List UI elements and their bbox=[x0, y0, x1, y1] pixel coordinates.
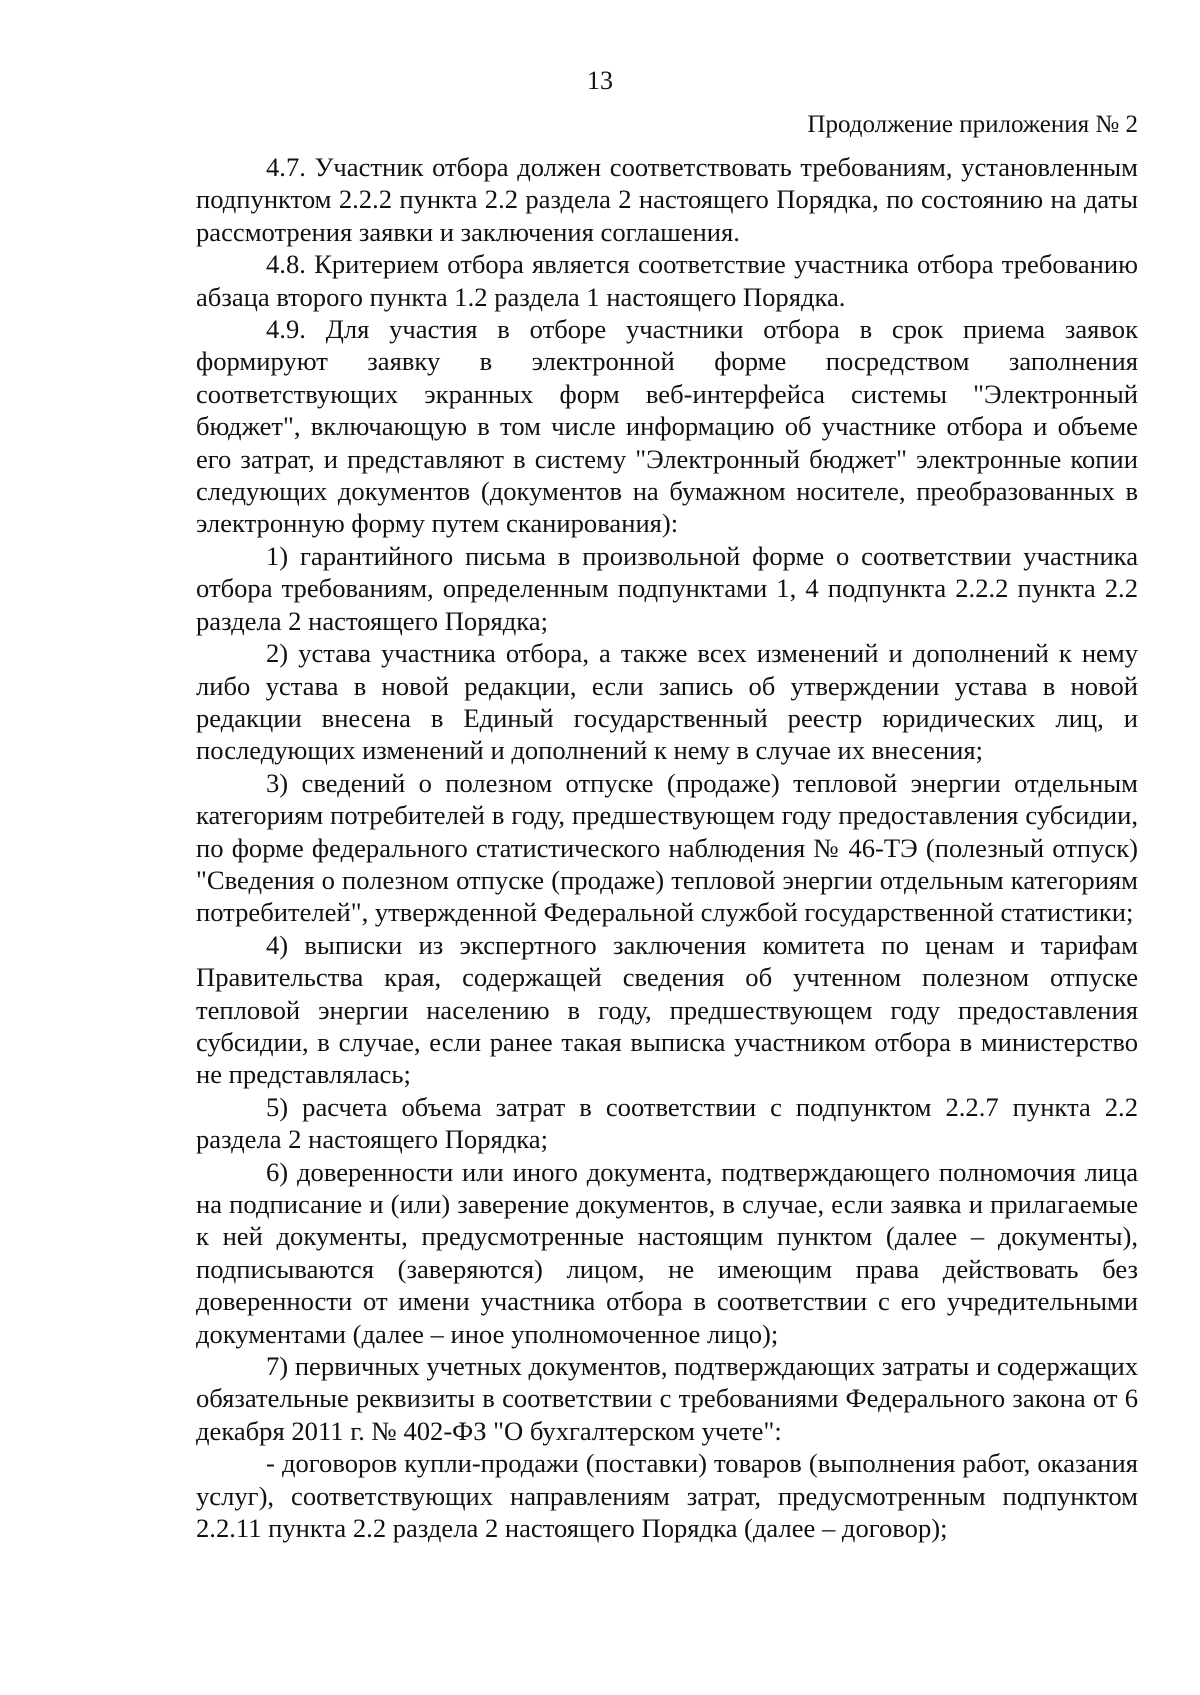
appendix-note: Продолжение приложения № 2 bbox=[807, 111, 1138, 138]
document-body bbox=[196, 151, 1138, 1544]
paragraph-4-9: 4.9. Для участия в отборе участники отбора в срок приема заявок формируют заявку в электронной форме посредством заполнения соответствующих экранных форм веб-интерфейса системы "Электронный бюджет", включающую в том числе информацию об участнике отбора и объеме его затрат, и представляют в систему "Электронный бюджет" электронные копии следующих документов (документов на бумажном носителе, преобразованных в электронную форму путем сканирования): bbox=[196, 314, 1138, 539]
sub-item-contracts: - договоров купли-продажи (поставки) товаров (выполнения работ, оказания услуг), соответствующих направлениям затрат, предусмотренным подпунктом 2.2.11 пункта 2.2 раздела 2 настоящего Порядка (далее – договор); bbox=[196, 1448, 1138, 1544]
list-item-2: 2) устава участника отбора, а также всех изменений и дополнений к нему либо устава в новой редакции, если запись об утверждении устава в новой редакции внесена в Единый государственный реестр юридических лиц, и последующих изменений и дополнений к нему в случае их внесения; bbox=[196, 638, 1138, 766]
list-item-5: 5) расчета объема затрат в соответствии с подпунктом 2.2.7 пункта 2.2 раздела 2 настоящего Порядка; bbox=[196, 1091, 1138, 1155]
list-item-6: 6) доверенности или иного документа, подтверждающего полномочия лица на подписание и (или) заверение документов, в случае, если заявка и прилагаемые к ней документы, предусмотренные настоящим пунктом (далее – документы), подписываются (заверяются) лицом, не имеющим права действовать без доверенности от имени участника отбора в соответствии с его учредительными документами (далее – иное уполномоченное лицо); bbox=[196, 1156, 1138, 1349]
list-item-7: 7) первичных учетных документов, подтверждающих затраты и содержащих обязательные реквизиты в соответствии с требованиями Федерального закона от 6 декабря 2011 г. № 402-ФЗ "О бухгалтерском учете": bbox=[196, 1351, 1138, 1446]
list-item-4: 4) выписки из экспертного заключения комитета по ценам и тарифам Правительства края, содержащей сведения об учтенном полезном отпуске тепловой энергии населению в году, предшествующем году предоставления субсидии, в случае, если ранее такая выписка участником отбора в министерство не представлялась; bbox=[196, 929, 1138, 1090]
paragraph-4-8: 4.8. Критерием отбора является соответствие участника отбора требованию абзаца второго пункта 1.2 раздела 1 настоящего Порядка. bbox=[196, 249, 1138, 312]
paragraph-4-7: 4.7. Участник отбора должен соответствовать требованиям, установленным подпунктом 2.2.2 пункта 2.2 раздела 2 настоящего Порядка, по состоянию на даты рассмотрения заявки и заключения соглашения. bbox=[196, 152, 1138, 247]
list-item-3: 3) сведений о полезном отпуске (продаже) тепловой энергии отдельным категориям потребителей в году, предшествующем году предоставления субсидии, по форме федерального статистического наблюдения № 46-ТЭ (полезный отпуск) "Сведения о полезном отпуске (продаже) тепловой энергии отдельным категориям потребителей", утвержденной Федеральной службой государственной статистики; bbox=[196, 767, 1138, 928]
list-item-1: 1) гарантийного письма в произвольной форме о соответствии участника отбора требованиям, определенным подпунктами 1, 4 подпункта 2.2.2 пункта 2.2 раздела 2 настоящего Порядка; bbox=[196, 540, 1138, 636]
page-number: 13 bbox=[587, 66, 613, 95]
